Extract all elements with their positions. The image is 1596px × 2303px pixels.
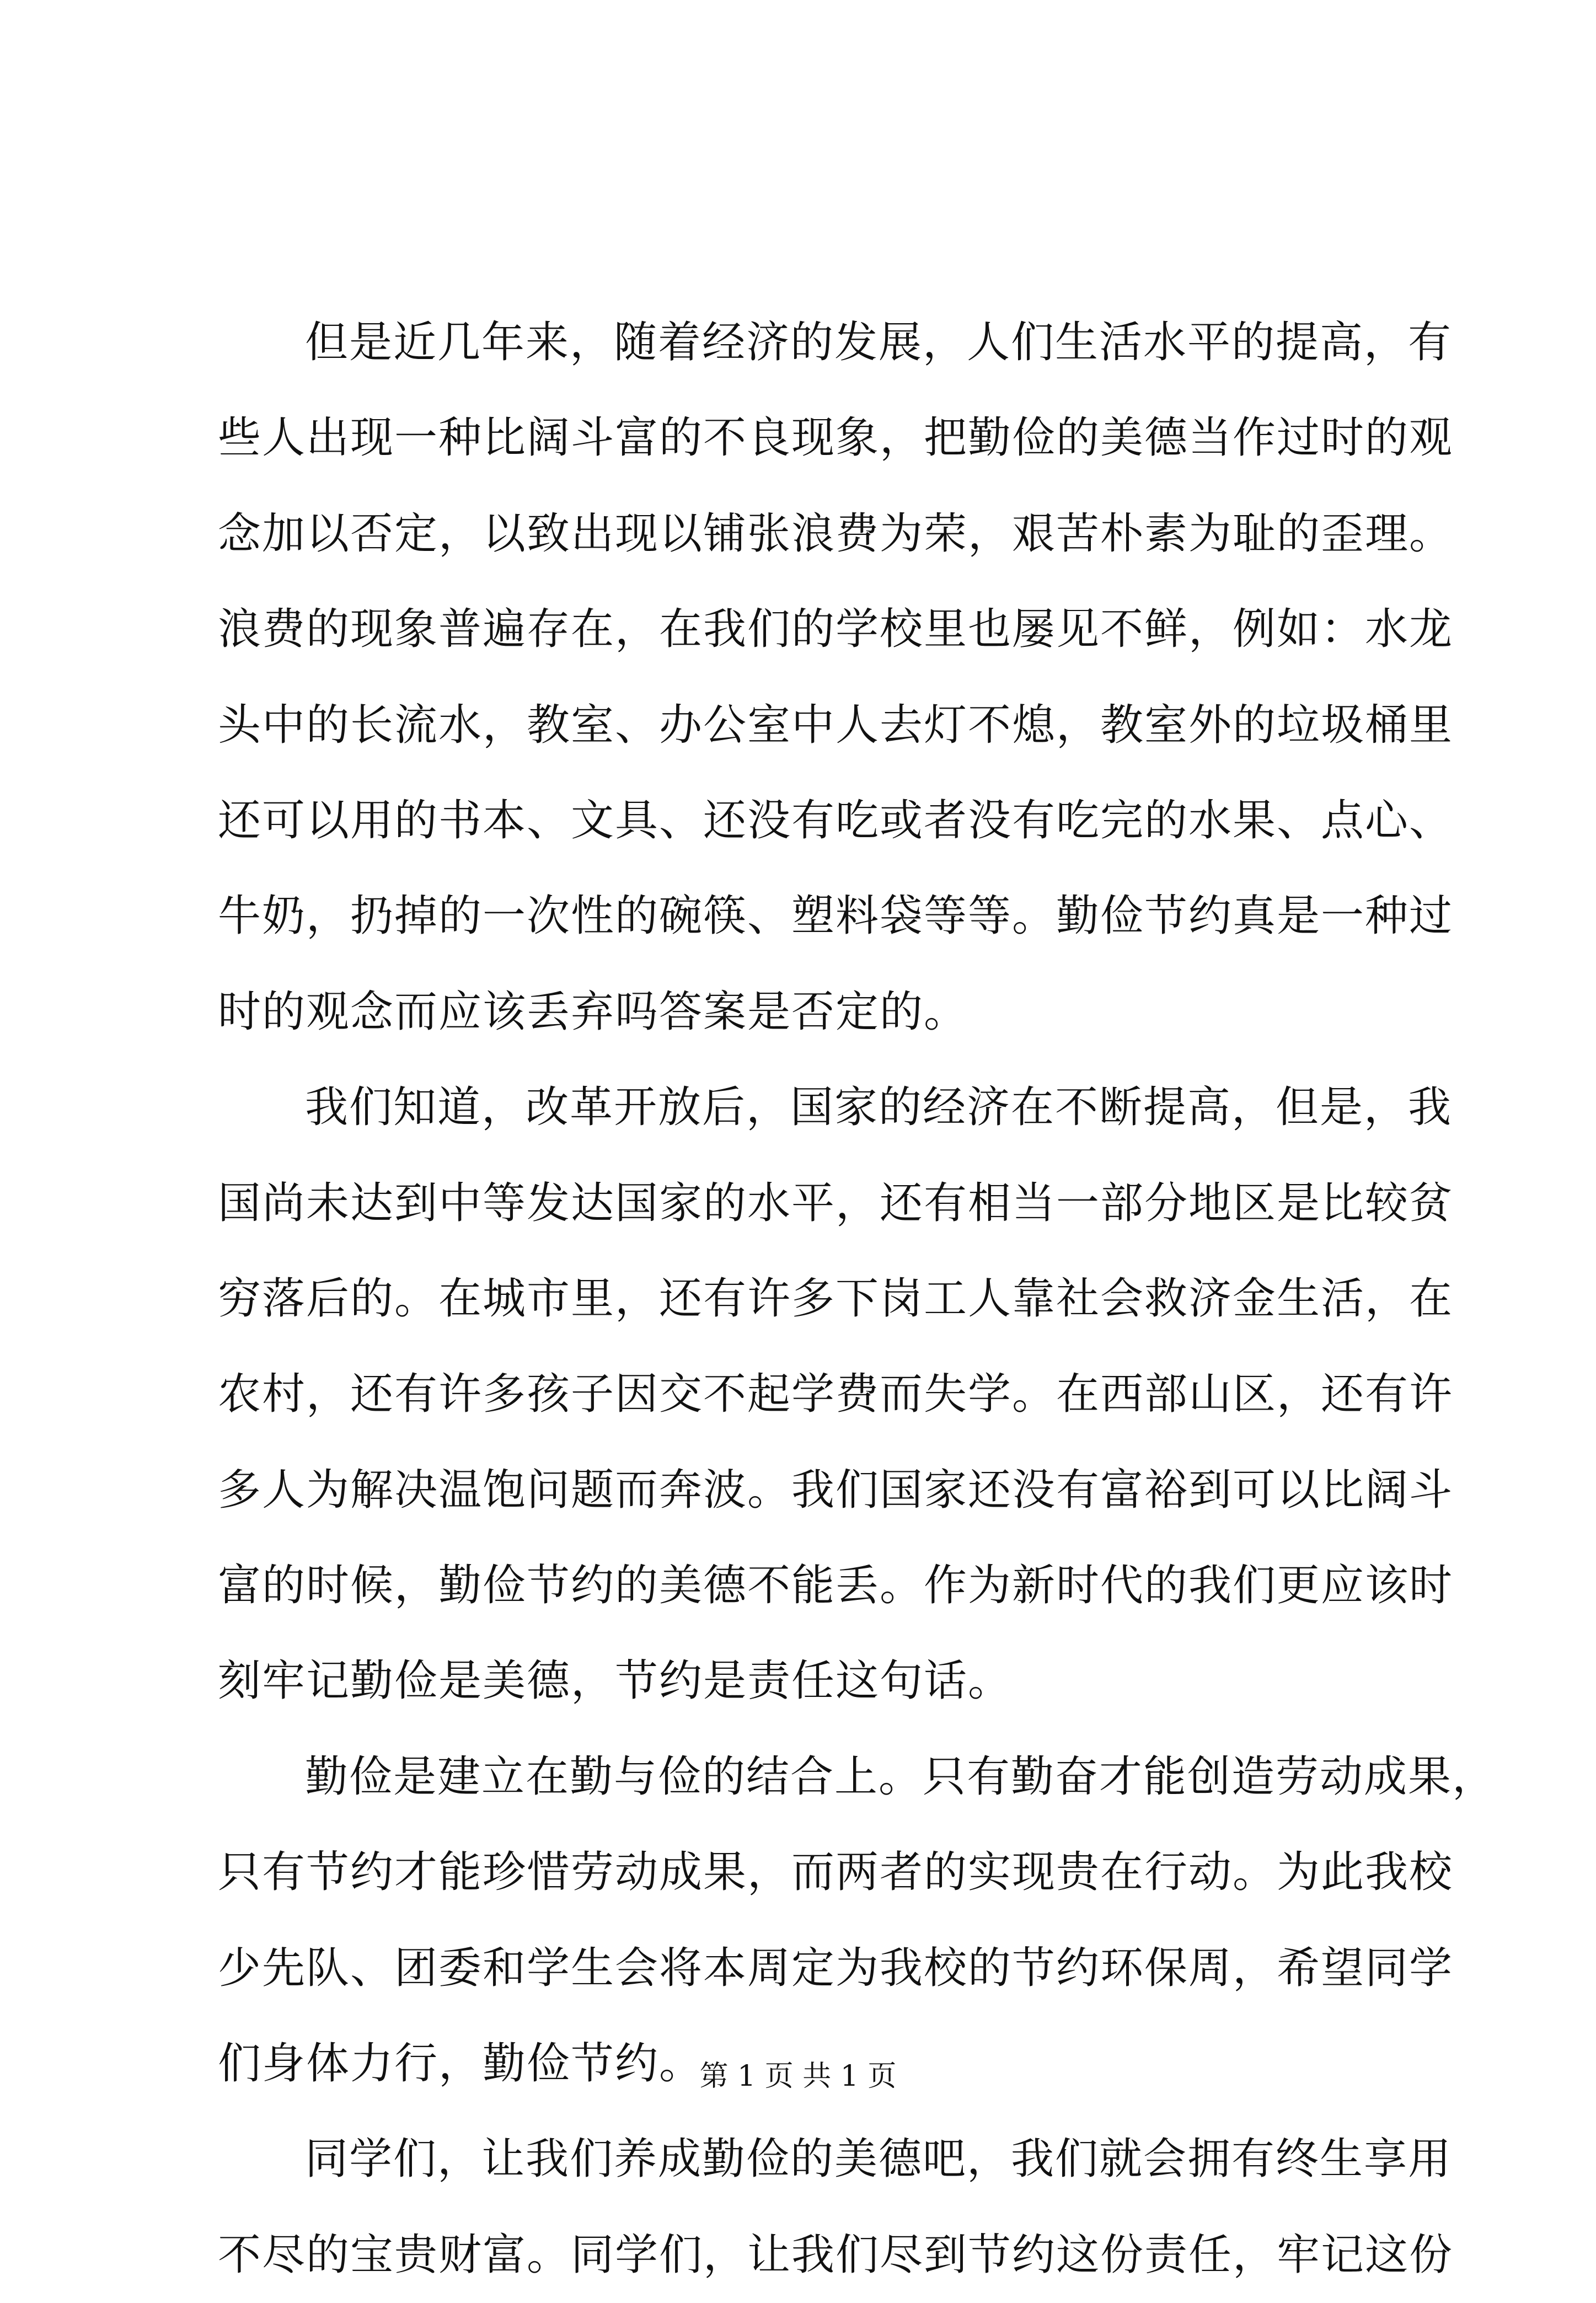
paragraph-1-line-7: 牛奶，扔掉的一次性的碗筷、塑料袋等等。勤俭节约真是一种过 [218,891,1454,941]
paragraph-3-line-2: 只有节约才能珍惜劳动成果，而两者的实现贵在行动。为此我校 [218,1847,1454,1898]
paragraph-1-line-2: 些人出现一种比阔斗富的不良现象，把勤俭的美德当作过时的观 [218,413,1454,463]
paragraph-2-line-4: 农村，还有许多孩子因交不起学费而失学。在西部山区，还有许 [218,1369,1454,1420]
paragraph-1-line-4: 浪费的现象普遍存在，在我们的学校里也屡见不鲜，例如：水龙 [218,604,1454,655]
paragraph-1-line-1: 但是近几年来，随着经济的发展，人们生活水平的提高，有 [305,318,1453,367]
paragraph-4-line-2: 不尽的宝贵财富。同学们，让我们尽到节约这份责任，牢记这份 [218,2230,1454,2280]
paragraph-2-line-2: 国尚未达到中等发达国家的水平，还有相当一部分地区是比较贫 [218,1178,1454,1228]
paragraph-1-line-8: 时的观念而应该丢弃吗答案是否定的。 [218,987,968,1037]
paragraph-2-line-6: 富的时候，勤俭节约的美德不能丢。作为新时代的我们更应该时 [218,1561,1454,1611]
paragraph-3-line-3: 少先队、团委和学生会将本周定为我校的节约环保周，希望同学 [218,1943,1454,1993]
paragraph-2-line-3: 穷落后的。在城市里，还有许多下岗工人靠社会救济金生活，在 [218,1273,1454,1324]
paragraph-2-line-5: 多人为解决温饱问题而奔波。我们国家还没有富裕到可以比阔斗 [218,1465,1454,1515]
paragraph-1-line-3: 念加以否定，以致出现以铺张浪费为荣，艰苦朴素为耻的歪理。 [218,508,1454,559]
paragraph-1-line-6: 还可以用的书本、文具、还没有吃或者没有吃完的水果、点心、 [218,795,1454,845]
paragraph-1-line-5: 头中的长流水，教室、办公室中人去灯不熄，教室外的垃圾桶里 [218,700,1454,750]
paragraph-3-line-4: 们身体力行，勤俭节约。 [218,2039,704,2089]
paragraph-2-line-7: 刻牢记勤俭是美德，节约是责任这句话。 [218,1656,1013,1706]
body-text [218,295,1497,2303]
paragraph-2-line-1: 我们知道，改革开放后，国家的经济在不断提高，但是，我 [305,1083,1453,1133]
paragraph-3-line-1: 勤俭是建立在勤与俭的结合上。只有勤奋才能创造劳动成果， [305,1752,1497,1802]
page-footer: 第 1 页 共 1 页 [699,2060,897,2093]
paragraph-4-line-1: 同学们，让我们养成勤俭的美德吧，我们就会拥有终生享用 [305,2134,1453,2184]
